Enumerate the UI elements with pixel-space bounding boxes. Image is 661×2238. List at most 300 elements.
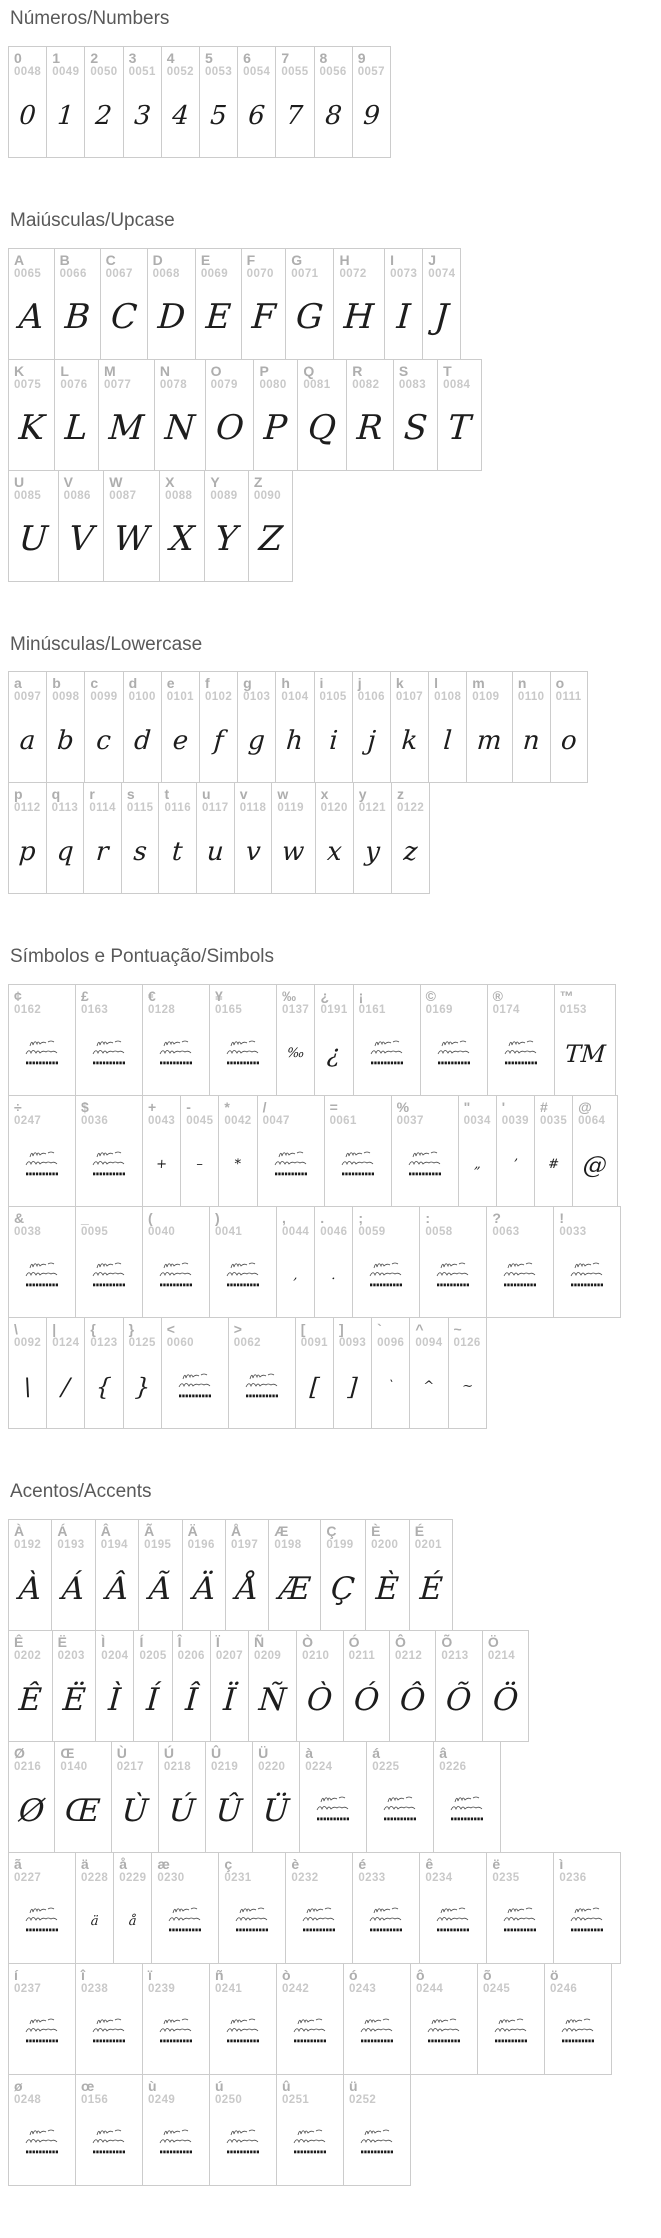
glyph-cell	[199, 46, 238, 158]
glyph-row	[8, 46, 653, 158]
cell-code-label: 0069	[200, 267, 229, 280]
notdef-glyph-area	[14, 1129, 70, 1200]
glyph-row	[8, 984, 653, 1096]
cell-char-label: "	[463, 1099, 471, 1116]
glyph-cell	[210, 1630, 249, 1742]
cell-char-label: m	[472, 675, 485, 692]
watermark-glyph	[152, 1258, 200, 1294]
cell-char-label: 3	[128, 49, 137, 66]
cell-char-label: g	[243, 675, 252, 692]
cell-code-label: 0090	[253, 489, 282, 502]
cell-glyph: a	[18, 725, 37, 756]
cell-glyph: b	[56, 725, 76, 756]
cell-char-label: Õ	[441, 1633, 453, 1650]
cell-code-label: 0044	[282, 1226, 310, 1239]
section-numbers	[8, 8, 653, 158]
watermark-glyph	[487, 2014, 535, 2050]
notdef-glyph-area	[215, 1240, 271, 1311]
watermark-glyph	[219, 1036, 267, 1072]
cell-code-label: 0060	[166, 1337, 194, 1350]
glyph-table	[8, 671, 653, 894]
cell-glyph: q	[55, 836, 75, 867]
cell-code-label: 0169	[425, 1004, 453, 1017]
cell-code-label: 0121	[358, 802, 386, 815]
cell-glyph: I	[395, 297, 412, 338]
cell-char-label: +	[148, 1099, 157, 1116]
cell-char-label: ?	[492, 1210, 501, 1227]
cell-code-label: 0204	[101, 1650, 129, 1663]
cell-code-label: 0200	[371, 1539, 399, 1552]
watermark-glyph	[430, 1036, 478, 1072]
watermark-glyph	[429, 1258, 477, 1294]
glyph-cell	[257, 1095, 325, 1207]
cell-code-label: 0052	[166, 65, 194, 78]
glyph-cell	[420, 984, 488, 1096]
cell-char-label: 6	[243, 49, 251, 66]
cell-code-label: 0162	[14, 1004, 42, 1017]
cell-glyph: f	[212, 725, 225, 756]
notdef-glyph-area	[426, 1018, 482, 1089]
cell-glyph: P	[263, 408, 289, 449]
glyph-row	[8, 359, 653, 471]
glyph-cell	[142, 1095, 181, 1207]
notdef-glyph-area	[14, 2108, 70, 2179]
glyph-cell	[113, 1852, 152, 1964]
watermark-glyph	[18, 2125, 66, 2161]
glyph-cell	[182, 1519, 226, 1631]
glyph-row	[8, 1852, 653, 1964]
cell-char-label: r	[89, 786, 95, 803]
watermark-glyph	[563, 1258, 611, 1294]
cell-char-label: !	[559, 1210, 565, 1227]
cell-code-label: 0233	[358, 1872, 386, 1885]
glyph-cell	[534, 1095, 573, 1207]
cell-char-label: 0	[14, 49, 22, 66]
cell-code-label: 0225	[372, 1761, 400, 1774]
cell-code-label: 0043	[148, 1115, 176, 1128]
cell-char-label: H	[339, 251, 350, 268]
glyph-cell	[121, 782, 160, 894]
notdef-glyph-area	[483, 1997, 539, 2068]
cell-code-label: 0165	[215, 1004, 243, 1017]
cell-char-label: (	[148, 1210, 153, 1227]
cell-char-label: T	[443, 362, 452, 379]
cell-char-label: £	[81, 988, 89, 1005]
glyph-cell	[218, 1095, 257, 1207]
cell-char-label: e	[166, 675, 175, 692]
watermark-glyph	[362, 1258, 410, 1294]
cell-char-label: B	[59, 251, 70, 268]
glyph-cell	[343, 2074, 411, 2186]
cell-char-label: V	[63, 473, 73, 490]
cell-glyph: j	[366, 725, 377, 756]
cell-code-label: 0056	[319, 65, 347, 78]
glyph-cell	[8, 470, 59, 582]
cell-char-label: ¥	[215, 988, 223, 1005]
cell-glyph: `	[386, 1379, 395, 1395]
glyph-cell	[54, 1741, 111, 1853]
cell-code-label: 0237	[14, 1983, 42, 1996]
cell-char-label: Û	[210, 1744, 222, 1761]
cell-char-label: )	[215, 1210, 220, 1227]
cell-glyph: *	[234, 1157, 242, 1173]
cell-code-label: 0104	[281, 691, 309, 704]
glyph-cell	[252, 1741, 300, 1853]
notdef-glyph-area	[492, 1886, 548, 1957]
cell-glyph: n	[521, 725, 541, 756]
cell-code-label: 0051	[128, 65, 156, 78]
cell-code-label: 0114	[89, 802, 116, 815]
cell-code-label: 0070	[246, 267, 274, 280]
glyph-cell	[103, 470, 160, 582]
cell-code-label: 0246	[550, 1983, 578, 1996]
cell-code-label: 0201	[414, 1539, 442, 1552]
cell-code-label: 0113	[51, 802, 79, 815]
notdef-glyph-area	[234, 1351, 290, 1422]
glyph-cell	[343, 1630, 390, 1742]
cell-code-label: 0088	[165, 489, 193, 502]
section-title-symbols: Símbolos e Pontuação/Simbols	[10, 946, 275, 968]
cell-char-label: P	[259, 362, 269, 379]
cell-glyph: Ñ	[257, 1681, 288, 1718]
cell-glyph: Ø	[17, 1792, 46, 1829]
cell-code-label: 0248	[14, 2094, 42, 2107]
glyph-cell	[196, 782, 235, 894]
glyph-cell	[158, 1741, 206, 1853]
glyph-cell	[46, 782, 85, 894]
watermark-glyph	[85, 1258, 133, 1294]
cell-char-label: ä	[81, 1855, 89, 1872]
glyph-cell	[95, 1519, 139, 1631]
cell-code-label: 0239	[148, 1983, 176, 1996]
cell-char-label: Ç	[326, 1522, 337, 1539]
cell-char-label: \	[14, 1321, 18, 1338]
glyph-row	[8, 248, 653, 360]
glyph-cell	[393, 359, 438, 471]
glyph-cell	[142, 1206, 210, 1318]
cell-char-label: 2	[90, 49, 99, 66]
cell-char-label: s	[126, 786, 135, 803]
sections-container	[8, 8, 653, 2186]
cell-char-label: À	[14, 1522, 25, 1539]
cell-char-label: Í	[139, 1633, 144, 1650]
watermark-glyph	[18, 1903, 66, 1939]
glyph-cell	[8, 984, 76, 1096]
cell-char-label: Y	[210, 473, 220, 490]
cell-code-label: 0126	[453, 1337, 481, 1350]
glyph-cell	[314, 671, 353, 783]
cell-char-label: ®	[492, 988, 503, 1005]
watermark-glyph	[353, 2125, 401, 2161]
cell-glyph: [	[308, 1372, 321, 1401]
cell-code-label: 0251	[282, 2094, 310, 2107]
cell-char-label: y	[358, 786, 367, 803]
cell-char-label: Á	[57, 1522, 68, 1539]
cell-code-label: 0123	[90, 1337, 118, 1350]
glyph-cell	[352, 671, 391, 783]
glyph-cell	[448, 1317, 487, 1429]
cell-code-label: 0156	[81, 2094, 109, 2107]
glyph-cell	[437, 359, 482, 471]
cell-code-label: 0124	[52, 1337, 80, 1350]
notdef-glyph-area	[330, 1129, 386, 1200]
glyph-cell	[572, 1095, 618, 1207]
glyph-cell	[275, 671, 314, 783]
glyph-cell	[8, 1741, 55, 1853]
cell-code-label: 0195	[144, 1539, 172, 1552]
cell-char-label: Ö	[487, 1633, 499, 1650]
cell-glyph: g	[247, 725, 267, 756]
cell-glyph: Û	[214, 1792, 244, 1829]
cell-code-label: 0119	[277, 802, 304, 815]
cell-char-label: ^	[415, 1321, 424, 1338]
cell-code-label: 0100	[128, 691, 156, 704]
glyph-row	[8, 1095, 653, 1207]
cell-glyph: Ù	[120, 1792, 150, 1829]
glyph-cell	[409, 1317, 448, 1429]
cell-char-label: ,	[282, 1210, 286, 1227]
cell-char-label: c	[90, 675, 99, 692]
cell-glyph: h	[285, 725, 305, 756]
notdef-glyph-area	[81, 1129, 137, 1200]
watermark-glyph	[497, 1036, 545, 1072]
cell-glyph: +	[155, 1157, 168, 1173]
glyph-cell	[320, 1519, 366, 1631]
glyph-cell	[75, 1206, 143, 1318]
cell-code-label: 0229	[119, 1872, 147, 1885]
cell-char-label: è	[291, 1855, 300, 1872]
cell-glyph: 4	[171, 100, 190, 131]
watermark-glyph	[267, 1147, 315, 1183]
glyph-cell	[133, 1630, 172, 1742]
cell-char-label: ö	[550, 1966, 559, 1983]
cell-glyph: k	[400, 725, 419, 756]
cell-char-label: 9	[357, 49, 366, 66]
cell-glyph: Ã	[147, 1570, 173, 1607]
cell-code-label: 0039	[501, 1115, 529, 1128]
cell-glyph: H	[343, 297, 376, 338]
cell-glyph: Ë	[61, 1681, 87, 1718]
cell-code-label: 0193	[57, 1539, 85, 1552]
cell-char-label: ó	[349, 1966, 358, 1983]
cell-char-label: Ï	[215, 1633, 220, 1650]
notdef-glyph-area	[148, 2108, 204, 2179]
glyph-cell	[276, 1206, 315, 1318]
watermark-glyph	[286, 2014, 334, 2050]
cell-glyph: ä	[90, 1913, 99, 1929]
cell-glyph: u	[205, 836, 225, 867]
glyph-cell	[409, 1519, 454, 1631]
cell-char-label: D	[152, 251, 163, 268]
watermark-glyph	[228, 1903, 276, 1939]
watermark-glyph	[443, 1792, 491, 1828]
cell-code-label: 0128	[148, 1004, 176, 1017]
cell-glyph: v	[244, 836, 262, 867]
section-title-numbers: Números/Numbers	[10, 8, 170, 29]
notdef-glyph-area	[81, 1018, 137, 1089]
notdef-glyph-area	[425, 1886, 481, 1957]
cell-glyph: 5	[209, 100, 228, 131]
glyph-cell	[8, 671, 47, 783]
notdef-glyph-area	[148, 1240, 204, 1311]
glyph-row	[8, 1630, 653, 1742]
cell-code-label: 0077	[103, 378, 132, 391]
cell-glyph: \	[22, 1372, 33, 1401]
cell-char-label: S	[398, 362, 409, 379]
cell-code-label: 0076	[60, 378, 88, 391]
cell-char-label: à	[305, 1744, 314, 1761]
cell-glyph: z	[402, 836, 419, 867]
cell-code-label: 0245	[483, 1983, 511, 1996]
cell-char-label: ]	[338, 1321, 344, 1338]
cell-glyph: D	[156, 297, 187, 338]
cell-code-label: 0199	[326, 1539, 354, 1552]
watermark-glyph	[420, 2014, 468, 2050]
cell-char-label: >	[233, 1321, 242, 1338]
cell-glyph: 8	[323, 100, 343, 131]
notdef-glyph-area	[14, 1240, 70, 1311]
glyph-cell	[195, 248, 242, 360]
notdef-glyph-area	[397, 1129, 453, 1200]
cell-code-label: 0194	[100, 1539, 128, 1552]
cell-code-label: 0140	[60, 1761, 88, 1774]
glyph-cell	[95, 1630, 134, 1742]
cell-glyph: Ò	[305, 1681, 334, 1718]
glyph-cell	[346, 359, 394, 471]
cell-char-label: b	[52, 675, 61, 692]
cell-char-label: 1	[52, 49, 60, 66]
cell-code-label: 0198	[274, 1539, 302, 1552]
cell-char-label: /	[262, 1099, 267, 1116]
cell-char-label: I	[390, 251, 394, 268]
cell-char-label: 8	[319, 49, 328, 66]
cell-char-label: a	[14, 675, 22, 692]
glyph-cell	[314, 1206, 353, 1318]
cell-glyph: E	[204, 297, 233, 338]
cell-glyph: –	[196, 1157, 204, 1173]
watermark-glyph	[353, 2014, 401, 2050]
cell-char-label: ù	[148, 2077, 157, 2094]
cell-glyph: É	[418, 1570, 444, 1607]
cell-char-label: o	[555, 675, 565, 692]
cell-char-label: M	[103, 362, 116, 379]
cell-code-label: 0217	[116, 1761, 144, 1774]
glyph-cell	[553, 1206, 621, 1318]
cell-code-label: 0085	[14, 489, 42, 502]
cell-char-label: {	[90, 1321, 96, 1338]
watermark-glyph	[18, 2014, 66, 2050]
cell-char-label: Ñ	[254, 1633, 265, 1650]
cell-code-label: 0059	[358, 1226, 386, 1239]
cell-code-label: 0046	[320, 1226, 348, 1239]
cell-glyph: O	[214, 408, 245, 449]
cell-code-label: 0033	[559, 1226, 587, 1239]
cell-glyph: ,	[292, 1268, 299, 1284]
cell-code-label: 0224	[305, 1761, 333, 1774]
cell-code-label: 0091	[300, 1337, 328, 1350]
cell-code-label: 0118	[239, 802, 267, 815]
cell-code-label: 0057	[357, 65, 385, 78]
watermark-glyph	[161, 1903, 209, 1939]
glyph-cell	[422, 248, 461, 360]
glyph-table	[8, 1519, 653, 2186]
cell-code-label: 0214	[487, 1650, 516, 1663]
notdef-glyph-area	[14, 1886, 70, 1957]
cell-char-label: v	[239, 786, 248, 803]
cell-code-label: 0202	[14, 1650, 42, 1663]
glyph-cell	[8, 2074, 76, 2186]
cell-char-label: 7	[281, 49, 290, 66]
cell-glyph: Í	[145, 1681, 161, 1718]
cell-code-label: 0108	[434, 691, 462, 704]
glyph-cell	[158, 782, 197, 894]
glyph-cell	[98, 359, 155, 471]
cell-code-label: 0219	[210, 1761, 239, 1774]
cell-char-label: â	[439, 1744, 448, 1761]
cell-glyph: L	[64, 408, 90, 449]
cell-code-label: 0036	[81, 1115, 109, 1128]
cell-char-label: Ã	[144, 1522, 155, 1539]
glyph-cell	[276, 984, 315, 1096]
cell-char-label: 5	[204, 49, 213, 66]
cell-code-label: 0093	[338, 1337, 367, 1350]
watermark-glyph	[429, 1903, 477, 1939]
cell-glyph: Â	[104, 1570, 130, 1607]
cell-code-label: 0097	[14, 691, 42, 704]
cell-char-label: Ò	[302, 1633, 314, 1650]
glyph-cell	[295, 1317, 334, 1429]
cell-glyph: #	[547, 1157, 560, 1173]
glyph-cell	[172, 1630, 211, 1742]
notdef-glyph-area	[359, 1018, 415, 1089]
glyph-cell	[205, 359, 255, 471]
notdef-glyph-area	[559, 1886, 615, 1957]
cell-glyph: Ç	[330, 1570, 357, 1607]
cell-char-label: Î	[177, 1633, 182, 1650]
cell-char-label: ©	[425, 988, 436, 1005]
notdef-glyph-area	[349, 2108, 405, 2179]
cell-char-label: Ù	[116, 1744, 127, 1761]
glyph-cell	[271, 782, 315, 894]
cell-char-label: ¡	[358, 988, 364, 1005]
notdef-glyph-area	[282, 1997, 338, 2068]
cell-code-label: 0210	[302, 1650, 330, 1663]
cell-char-label: ¿	[320, 988, 330, 1005]
cell-glyph: 0	[18, 100, 37, 131]
cell-code-label: 0205	[139, 1650, 167, 1663]
cell-glyph: F	[250, 297, 277, 338]
glyph-cell	[237, 46, 276, 158]
watermark-glyph	[295, 1903, 343, 1939]
glyph-cell	[384, 248, 423, 360]
cell-char-label: }	[128, 1321, 135, 1338]
cell-code-label: 0209	[254, 1650, 282, 1663]
cell-code-label: 0125	[128, 1337, 156, 1350]
glyph-cell	[314, 984, 353, 1096]
cell-glyph: K	[17, 408, 46, 449]
cell-char-label: %	[396, 1099, 410, 1116]
cell-glyph: Ü	[261, 1792, 291, 1829]
glyph-cell	[315, 782, 354, 894]
cell-code-label: 0092	[14, 1337, 42, 1350]
cell-char-label: j	[357, 675, 362, 692]
glyph-cell	[8, 782, 47, 894]
cell-glyph: Ê	[17, 1681, 43, 1718]
glyph-cell	[180, 1095, 219, 1207]
notdef-glyph-area	[215, 2108, 271, 2179]
cell-glyph: ¿	[326, 1039, 342, 1068]
glyph-cell	[46, 1317, 85, 1429]
